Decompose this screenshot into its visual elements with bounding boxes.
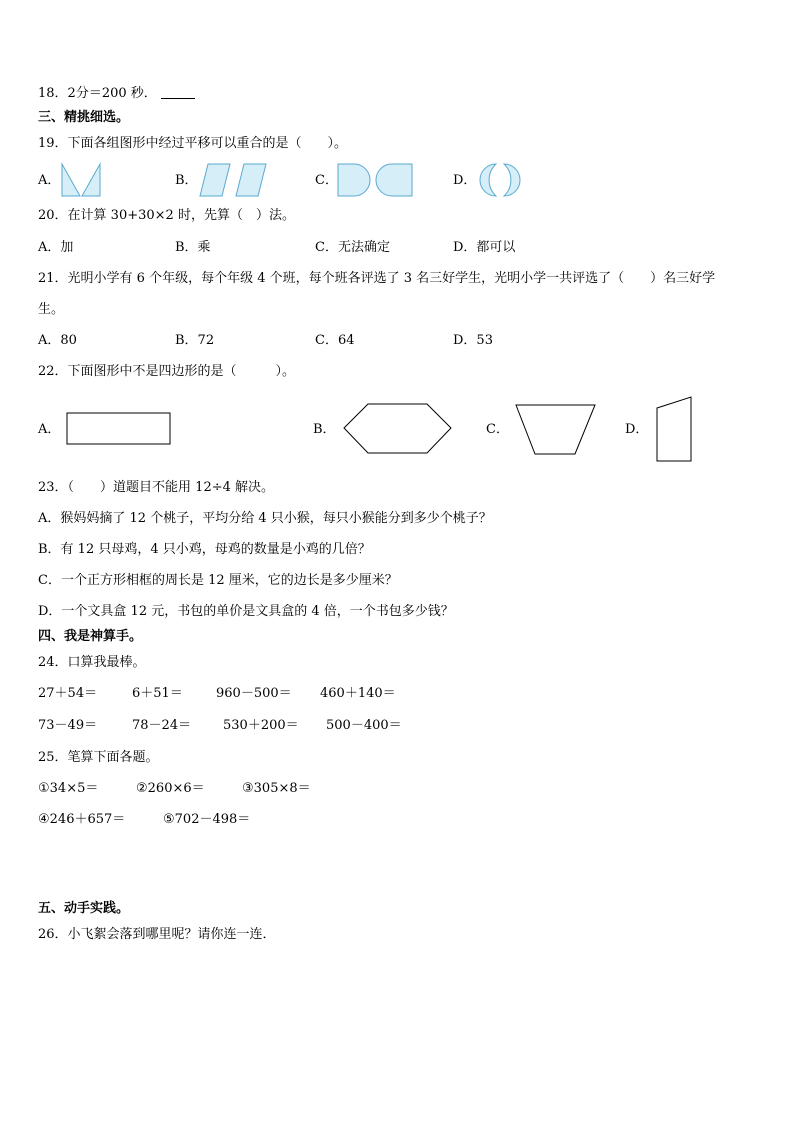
q19-option-d[interactable]: D． [453, 173, 477, 188]
q21-option-d[interactable]: D．53 [453, 333, 493, 348]
q21-option-a[interactable]: A．80 [38, 333, 77, 348]
q24-item: 6＋51＝ [132, 686, 183, 701]
q20-text: 20．在计算 30+30×2 时，先算（ ）法。 [38, 208, 295, 223]
crescent-shape [480, 164, 496, 196]
q20-option-d[interactable]: D．都可以 [453, 240, 516, 255]
q24-item: 500－400＝ [326, 718, 402, 733]
circled-number: ③ [242, 781, 254, 796]
q23-option-b[interactable]: B．有 12 只母鸡，4 只小鸡，母鸡的数量是小鸡的几倍？ [38, 542, 371, 557]
q19-option-b[interactable]: B． [175, 173, 198, 188]
q19-figure-a-triangles [60, 162, 104, 198]
q23-option-d[interactable]: D．一个文具盒 12 元，书包的单价是文具盒的 4 倍，一个书包多少钱？ [38, 604, 454, 619]
q19-option-c[interactable]: C． [315, 173, 338, 188]
q19-option-a[interactable]: A． [38, 173, 61, 188]
d-shape [376, 164, 412, 196]
section-4-title: 四、我是神算手。 [38, 629, 143, 644]
hexagon-shape [344, 404, 451, 453]
q19-figure-c-d-shapes [336, 162, 416, 198]
q21-option-b[interactable]: B．72 [175, 333, 215, 348]
q25-item-4: ④246＋657＝ [38, 812, 126, 827]
q24-text: 24．口算我最棒。 [38, 655, 146, 670]
q22-figure-c-trapezoid [515, 404, 597, 456]
q22-figure-a-rectangle [66, 412, 172, 446]
q25-item-3: ③305×8＝ [242, 781, 311, 796]
q23-option-c[interactable]: C．一个正方形相框的周长是 12 厘米，它的边长是多少厘米？ [38, 573, 398, 588]
circled-number: ② [136, 781, 148, 796]
q24-item: 27＋54＝ [38, 686, 98, 701]
circled-number: ④ [38, 812, 50, 827]
q24-item: 78－24＝ [132, 718, 192, 733]
q22-option-b[interactable]: B． [313, 422, 336, 437]
d-shape [338, 164, 370, 196]
q26-text: 26．小飞絮会落到哪里呢？请你连一连． [38, 927, 276, 942]
parallelogram-shape [200, 164, 230, 196]
q18-text: 18．2分＝200 秒． [38, 86, 195, 102]
q19-figure-b-parallelograms [198, 162, 270, 198]
q25-item-5: ⑤702－498＝ [163, 812, 251, 827]
q25-item-2: ②260×6＝ [136, 781, 205, 796]
q19-figure-d-crescents [476, 162, 526, 198]
q24-item: 73－49＝ [38, 718, 98, 733]
circled-number: ① [38, 781, 50, 796]
crescent-shape [504, 164, 520, 196]
q20-option-c[interactable]: C．无法确定 [315, 240, 390, 255]
triangle-shape [82, 164, 100, 196]
q25-item-1: ①34×5＝ [38, 781, 99, 796]
q19-text: 19．下面各组图形中经过平移可以重合的是（ ）。 [38, 136, 348, 151]
q20-option-a[interactable]: A．加 [38, 240, 74, 255]
section-3-title: 三、精挑细选。 [38, 110, 130, 125]
answer-blank[interactable] [161, 86, 195, 99]
q22-option-c[interactable]: C． [486, 422, 509, 437]
triangle-shape [62, 164, 80, 196]
q21-option-c[interactable]: C．64 [315, 333, 355, 348]
rectangle-shape [67, 413, 170, 444]
q25-text: 25．笔算下面各题。 [38, 750, 159, 765]
q22-figure-b-hexagon [343, 403, 453, 455]
q22-figure-d-quadrilateral [655, 396, 695, 464]
q24-item: 960－500＝ [216, 686, 292, 701]
q21-text-line2: 生。 [38, 302, 65, 317]
q20-option-b[interactable]: B．乘 [175, 240, 211, 255]
q22-option-d[interactable]: D． [625, 422, 649, 437]
q23-text: 23．（ ）道题目不能用 12÷4 解决。 [38, 480, 275, 495]
section-5-title: 五、动手实践。 [38, 901, 130, 916]
circled-number: ⑤ [163, 812, 175, 827]
q24-item: 460＋140＝ [320, 686, 396, 701]
q23-option-a[interactable]: A．猴妈妈摘了 12 个桃子，平均分给 4 只小猴，每只小猴能分到多少个桃子？ [38, 511, 492, 526]
quadrilateral-shape [657, 397, 691, 461]
trapezoid-shape [516, 405, 595, 454]
q22-text: 22．下面图形中不是四边形的是（ ）。 [38, 364, 296, 379]
q22-option-a[interactable]: A． [38, 422, 61, 437]
parallelogram-shape [236, 164, 266, 196]
q21-text-line1: 21．光明小学有 6 个年级，每个年级 4 个班，每个班各评选了 3 名三好学生，光明小学一共评选了（ ）名三好学 [38, 271, 716, 286]
q24-item: 530＋200＝ [223, 718, 299, 733]
